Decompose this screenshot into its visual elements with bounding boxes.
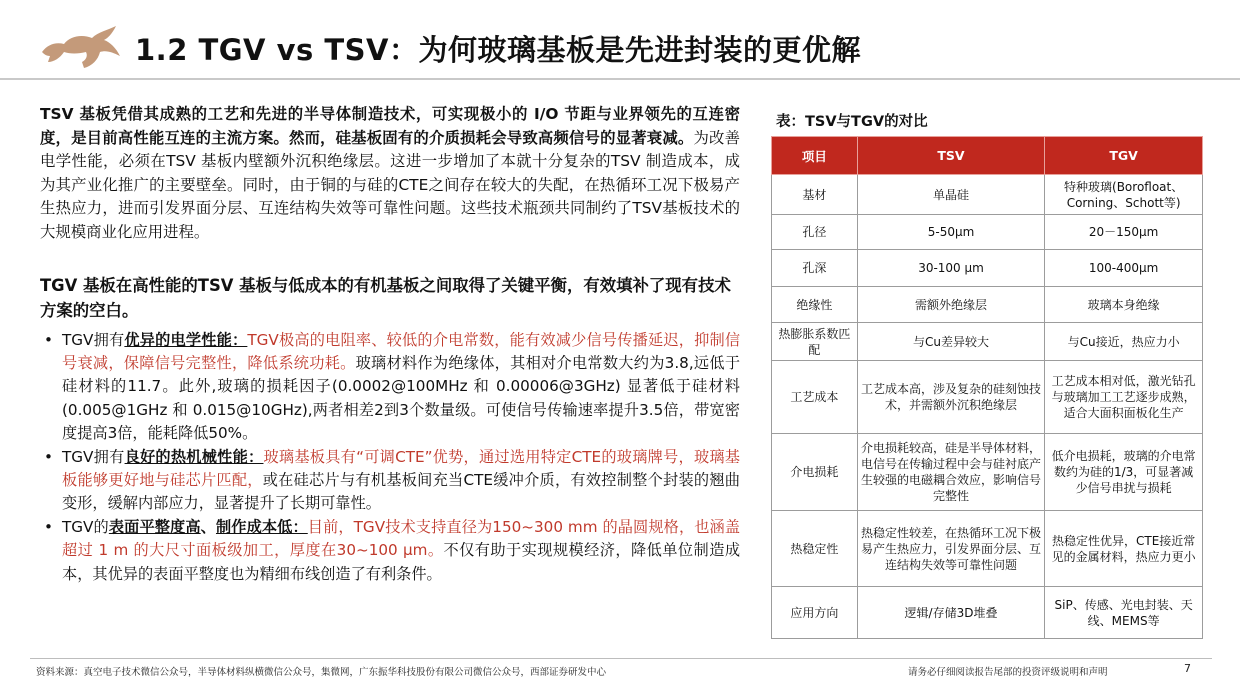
- table-header-row: [772, 137, 1203, 175]
- tgv-cell: 与Cu接近，热应力小: [1045, 323, 1203, 361]
- row-label: 工艺成本: [772, 361, 858, 434]
- key-phrase: 良好的热机械性能：: [124, 447, 264, 466]
- column-header: 项目: [772, 137, 858, 175]
- left-column: [40, 103, 740, 586]
- tgv-cell: 20－150μm: [1045, 215, 1203, 250]
- key-phrase: 优异的电学性能：: [124, 330, 248, 349]
- table-row: [772, 434, 1203, 511]
- row-label: 热膨胀系数匹配: [772, 323, 858, 361]
- tgv-cell: 玻璃本身绝缘: [1045, 287, 1203, 323]
- intro-text: 为改善电学性能，必须在TSV 基板内壁额外沉积绝缘层。这进一步增加了本就十分复杂的TSV 制造成本，成为其产业化推广的主要壁垒。同时，由于铜的与硅的CTE之间存在较大的失配，在热循环工况下极易产生热应力，进而引发界面分层、互连结构失效等可靠性问题。这些技术瓶颈共同制约了TSV基板技术的大规模商业化应用进程。: [40, 128, 740, 241]
- column-header: TSV: [857, 137, 1045, 175]
- section-heading: TGV 基板在高性能的TSV 基板与低成本的有机基板之间取得了关键平衡，有效填补了现有技术方案的空白。: [40, 275, 731, 320]
- intro-paragraph: [40, 103, 740, 245]
- advantage-list: [40, 329, 740, 586]
- row-label: 应用方向: [772, 587, 858, 639]
- tsv-cell: 介电损耗较高，硅是半导体材料，电信号在传输过程中会与硅衬底产生较强的电磁耦合效应，影响信号完整性: [857, 434, 1045, 511]
- footer-divider: [30, 658, 1212, 659]
- tsv-cell: 5-50μm: [857, 215, 1045, 250]
- tsv-cell: 需额外绝缘层: [857, 287, 1045, 323]
- table-row: [772, 587, 1203, 639]
- tgv-cell: 热稳定性优异，CTE接近常见的金属材料，热应力更小: [1045, 511, 1203, 587]
- tgv-cell: 工艺成本相对低，激光钻孔与玻璃加工工艺逐步成熟，适合大面积面板化生产: [1045, 361, 1203, 434]
- disclaimer: 请务必仔细阅读报告尾部的投资评级说明和声明: [908, 667, 1108, 678]
- table-caption: 表：TSV与TGV的对比: [776, 114, 928, 130]
- page-title: 1.2 TGV vs TSV：为何玻璃基板是先进封装的更优解: [135, 33, 861, 67]
- column-header: TGV: [1045, 137, 1203, 175]
- page-number: 7: [1184, 662, 1191, 675]
- intro-bold-text: TSV 基板凭借其成熟的工艺和先进的半导体制造技术，可实现极小的 I/O 节距与业界领先的互连密度，是目前高性能互连的主流方案。然而，硅基板固有的介质损耗会导致高频信号的显著衰减。: [40, 105, 740, 147]
- tsv-cell: 逻辑/存储3D堆叠: [857, 587, 1045, 639]
- table-row: [772, 361, 1203, 434]
- list-item: • TGV拥有优异的电学性能：TGV极高的电阻率、较低的介电常数，能有效减少信号传播延迟，抑制信号衰减，保障信号完整性，降低系统功耗。玻璃材料作为绝缘体，其相对介电常数大约为3.8,远低于硅材料的11.7。此外,玻璃的损耗因子(0.0002@100MHz 和 0.00006@3GHz) 显著低于硅材料(0.005@1GHz 和 0.015@10GHz),两者相差2到3个数量级。可使信号传输速率提升3.5倍，带宽密度提高3倍，能耗降低50%。: [40, 329, 740, 446]
- row-label: 基材: [772, 175, 858, 215]
- tsv-cell: 工艺成本高，涉及复杂的硅刻蚀技术，并需额外沉积绝缘层: [857, 361, 1045, 434]
- row-label: 热稳定性: [772, 511, 858, 587]
- list-item: • TGV拥有良好的热机械性能：玻璃基板具有“可调CTE”优势，通过选用特定CTE的玻璃牌号，玻璃基板能够更好地与硅芯片匹配，或在硅芯片与有机基板间充当CTE缓冲介质，有效控制整个封装的翘曲变形，缓解内部应力，显著提升了长期可靠性。: [40, 446, 740, 516]
- key-phrase: 制作成本低：: [215, 517, 308, 536]
- tgv-cell: 特种玻璃(Borofloat、Corning、Schott等): [1045, 175, 1203, 215]
- bull-logo: [38, 22, 124, 72]
- row-label: 孔深: [772, 250, 858, 287]
- source-note: 资料来源：真空电子技术微信公众号，半导体材料纵横微信公众号，集微网，广东振华科技股份有限公司微信公众号，西部证券研发中心: [36, 667, 607, 678]
- table-row: [772, 250, 1203, 287]
- table-row: [772, 175, 1203, 215]
- table-row: [772, 323, 1203, 361]
- table-row: [772, 287, 1203, 323]
- tsv-cell: 热稳定性较差，在热循环工况下极易产生热应力，引发界面分层、互连结构失效等可靠性问题: [857, 511, 1045, 587]
- row-label: 介电损耗: [772, 434, 858, 511]
- title-divider: [0, 78, 1240, 80]
- key-phrase: 表面平整度高: [108, 517, 201, 536]
- tgv-cell: SiP、传感、光电封装、天线、MEMS等: [1045, 587, 1203, 639]
- row-label: 绝缘性: [772, 287, 858, 323]
- row-label: 孔径: [772, 215, 858, 250]
- table-row: [772, 215, 1203, 250]
- comparison-table: [771, 136, 1203, 639]
- tsv-cell: 单晶硅: [857, 175, 1045, 215]
- list-item: • TGV的表面平整度高、制作成本低：目前，TGV技术支持直径为150~300 mm 的晶圆规格，也涵盖超过 1 m 的大尺寸面板级加工，厚度在30~100 μm。不仅有助于实现规模经济，降低单位制造成本，其优异的表面平整度也为精细布线创造了有利条件。: [40, 516, 740, 586]
- table-row: [772, 511, 1203, 587]
- tgv-cell: 低介电损耗，玻璃的介电常数约为硅的1/3，可显著减少信号串扰与损耗: [1045, 434, 1203, 511]
- tsv-cell: 与Cu差异较大: [857, 323, 1045, 361]
- tgv-cell: 100-400μm: [1045, 250, 1203, 287]
- tsv-cell: 30-100 μm: [857, 250, 1045, 287]
